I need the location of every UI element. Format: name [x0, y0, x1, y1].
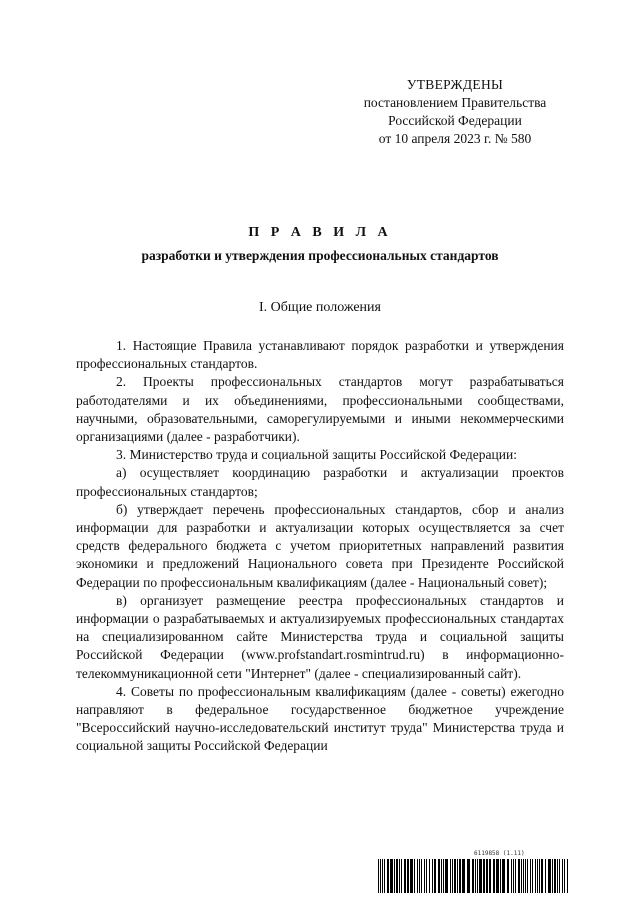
approval-line-country: Российской Федерации [388, 113, 522, 128]
document-title: П Р А В И Л А [248, 225, 392, 240]
approval-line-date: от 10 апреля 2023 г. № 580 [378, 131, 532, 146]
section-heading: I. Общие положения [259, 300, 381, 315]
paragraph-3: 3. Министерство труда и социальной защиты Российской Федерации: [116, 447, 517, 463]
paragraph-1: 1. Настоящие Правила устанавливают порядок разработки и утверждения профессиональных стандартов. [76, 338, 564, 372]
paragraph-3a: а) осуществляет координацию разработки и актуализации проектов профессиональных стандартов; [76, 465, 564, 499]
document-body [76, 337, 564, 756]
approval-line-resolution: постановлением Правительства [363, 95, 547, 110]
approval-block [330, 76, 580, 148]
paragraph-2: 2. Проекты профессиональных стандартов могут разрабатываться работодателями и их объединениями, профессиональными сообществами, научными, образовательными, саморегулируемыми и иными некоммерческими организациями (далее - разработчики). [76, 374, 564, 445]
barcode-number: 6119858 (1.11) [474, 850, 525, 857]
barcode-image [378, 859, 568, 893]
document-subtitle: разработки и утверждения профессиональных стандартов [141, 248, 499, 263]
paragraph-3b: б) утверждает перечень профессиональных стандартов, сбор и анализ информации для разработки и актуализации которых осуществляется за счет средств федерального бюджета с учетом приоритетных направлений развития экономики и предложений Национального совета при Президенте Российской Федерации по профессиональным квалификациям (далее - Национальный совет); [76, 501, 564, 590]
paragraph-3c: в) организует размещение реестра профессиональных стандартов и информации о разрабатываемых и актуализируемых профессиональных стандартах на специализированном сайте Министерства труда и социальной защиты Российской Федерации (www.profstandart.rosmintrud.ru) в информационно-телекоммуникационной сети "Интернет" (далее - специализированный сайт). [76, 592, 564, 681]
paragraph-4: 4. Советы по профессиональным квалификациям (далее - советы) ежегодно направляют в федеральное государственное бюджетное учреждение "Всероссийский научно-исследовательский институт труда" Министерства труда и социальной защиты Российской Федерации [76, 683, 564, 754]
approval-heading: УТВЕРЖДЕНЫ [406, 77, 504, 92]
barcode-block [378, 850, 568, 894]
